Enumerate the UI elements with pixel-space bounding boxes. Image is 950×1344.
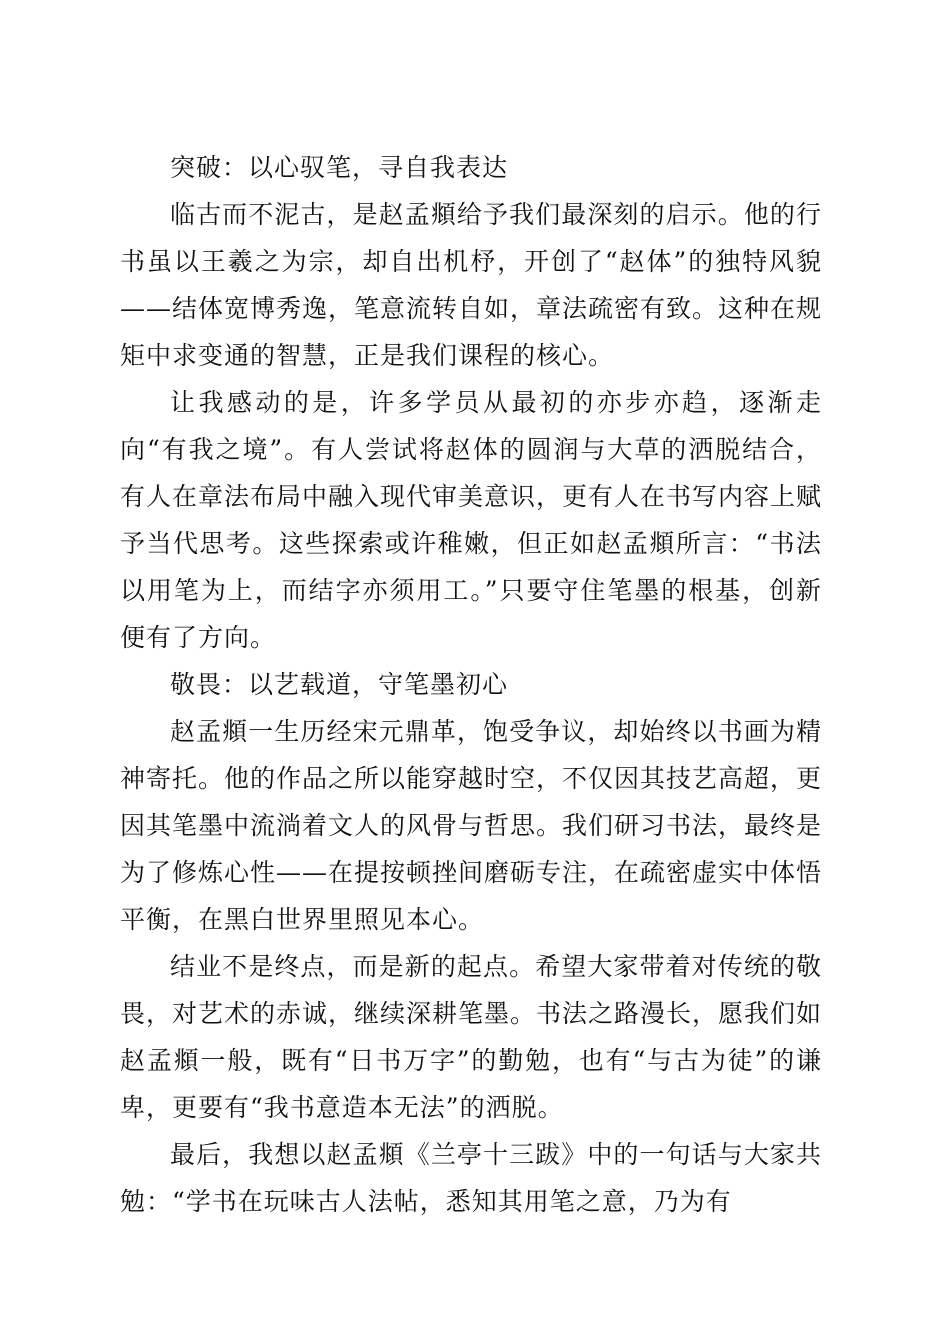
section-heading-breakthrough: 突破：以心驭笔，寻自我表达: [170, 153, 509, 182]
paragraph: 结业不是终点，而是新的起点。希望大家带着对传统的敬畏，对艺术的赤诚，继续深耕笔墨。书法之路漫长，愿我们如赵孟頫一般，既有“日书万字”的勤勉，也有“与古为徒”的谦卑，更要有“我书意造本无法”的洒脱。: [120, 952, 823, 1122]
paragraph: 临古而不泥古，是赵孟頫给予我们最深刻的启示。他的行书虽以王羲之为宗，却自出机杼，开创了“赵体”的独特风貌——结体宽博秀逸，笔意流转自如，章法疏密有致。这种在规矩中求变通的智慧，正是我们课程的核心。: [120, 200, 823, 370]
paragraph: 最后，我想以赵孟頫《兰亭十三跋》中的一句话与大家共勉：“学书在玩味古人法帖，悉知其用笔之意，乃为有: [120, 1140, 822, 1216]
section-heading-reverence: 敬畏：以艺载道，守笔墨初心: [170, 670, 509, 699]
paragraph: 让我感动的是，许多学员从最初的亦步亦趋，逐渐走向“有我之境”。有人尝试将赵体的圆润与大草的洒脱结合，有人在章法布局中融入现代审美意识，更有人在书写内容上赋予当代思考。这些探索或许稚嫩，但正如赵孟頫所言：“书法以用笔为上，而结字亦须用工。”只要守住笔墨的根基，创新便有了方向。: [120, 388, 823, 652]
paragraph: 赵孟頫一生历经宋元鼎革，饱受争议，却始终以书画为精神寄托。他的作品之所以能穿越时空，不仅因其技艺高超，更因其笔墨中流淌着文人的风骨与哲思。我们研习书法，最终是为了修炼心性——在提按顿挫间磨砺专注，在疏密虚实中体悟平衡，在黑白世界里照见本心。: [120, 717, 823, 934]
